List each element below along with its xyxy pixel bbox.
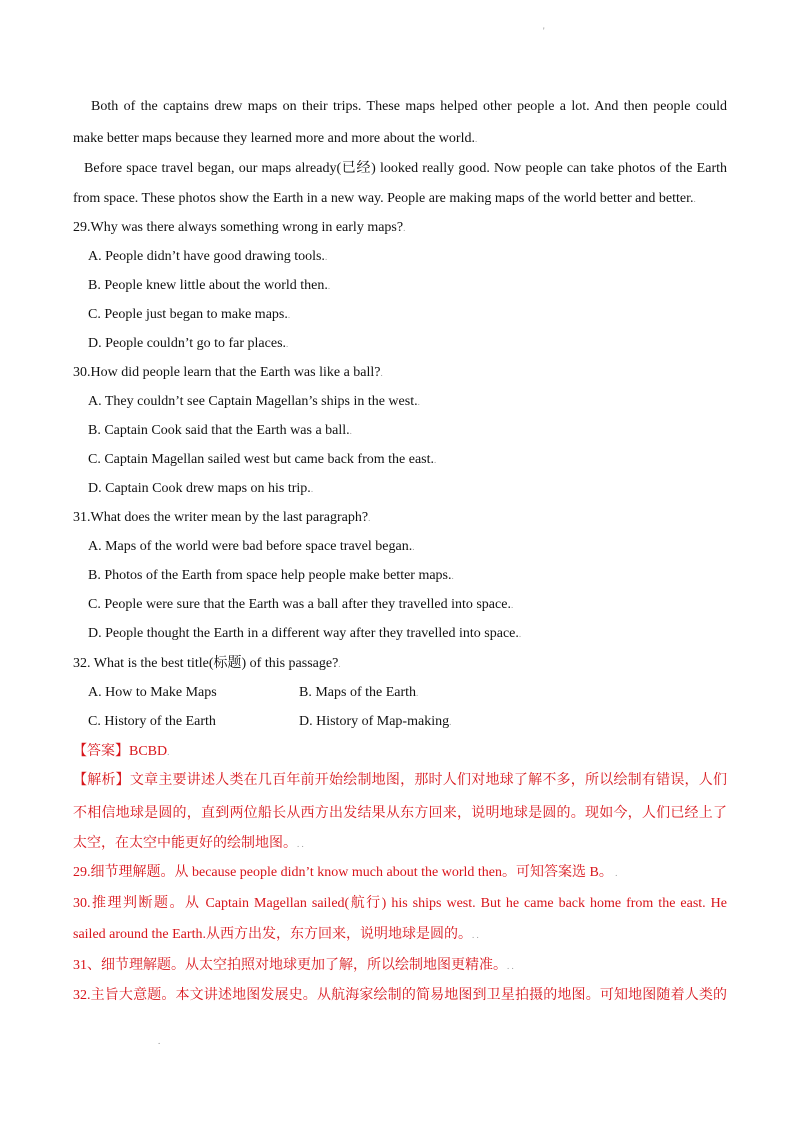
question-29-option-a: A. People didn’t have good drawing tools..	[88, 249, 328, 264]
question-32-option-c: C. History of the Earth	[88, 714, 216, 729]
analysis-q32: 32.主旨大意题。本文讲述地图发展史。从航海家绘制的简易地图到卫星拍摄的地图。可知地图随着人类的	[73, 988, 727, 1003]
question-30-option-c: C. Captain Magellan sailed west but came back from the east..	[88, 452, 437, 467]
analysis-line-1: 【解析】文章主要讲述人类在几百年前开始绘制地图，那时人们对地球了解不多，所以绘制有错误，人们	[73, 773, 727, 788]
question-32-option-b: B. Maps of the Earth.	[299, 685, 419, 700]
answer-label: 【答案】BCBD.	[73, 744, 170, 759]
question-29-option-d: D. People couldn’t go to far places..	[88, 336, 289, 351]
bottom-mark: .	[158, 1036, 161, 1046]
question-30-option-b: B. Captain Cook said that the Earth was a ball..	[88, 423, 352, 438]
passage-p1-line2: make better maps because they learned more and more about the world..	[73, 131, 478, 146]
question-32-stem: 32. What is the best title(标题) of this passage?.	[73, 656, 341, 671]
analysis-q29: 29.细节理解题。从 because people didn’t know much about the world then。可知答案选 B。 .	[73, 865, 618, 880]
analysis-q30-line1: 30.推理判断题。从 Captain Magellan sailed(航行) his ships west. But he came back home from the east. He	[73, 896, 727, 911]
question-29-option-b: B. People knew little about the world then..	[88, 278, 331, 293]
question-30-option-a: A. They couldn’t see Captain Magellan’s ships in the west..	[88, 394, 420, 409]
analysis-line-2: 不相信地球是圆的，直到两位船长从西方出发结果从东方回来，说明地球是圆的。现如今，人们已经上了	[73, 806, 727, 821]
question-32-option-a: A. How to Make Maps	[88, 685, 217, 700]
question-31-option-c: C. People were sure that the Earth was a ball after they travelled into space..	[88, 597, 514, 612]
passage-p2-line2: from space. These photos show the Earth in a new way. People are making maps of the world better and better..	[73, 191, 696, 206]
question-30-stem: 30.How did people learn that the Earth was like a ball?.	[73, 365, 383, 380]
question-29-option-c: C. People just began to make maps..	[88, 307, 291, 322]
top-mark: '	[543, 26, 545, 36]
analysis-q30-line2: sailed around the Earth.从西方出发，东方回来，说明地球是圆的。. .	[73, 927, 479, 942]
question-31-option-d: D. People thought the Earth in a different way after they travelled into space..	[88, 626, 522, 641]
passage-p1-line1: Both of the captains drew maps on their trips. These maps helped other people a lot. And then people could	[91, 99, 727, 114]
passage-p2-line1: Before space travel began, our maps already(已经) looked really good. Now people can take photos of the Earth	[84, 161, 727, 176]
question-31-option-a: A. Maps of the world were bad before space travel began..	[88, 539, 415, 554]
question-31-option-b: B. Photos of the Earth from space help people make better maps..	[88, 568, 454, 583]
analysis-line-3: 太空，在太空中能更好的绘制地图。. .	[73, 836, 304, 851]
analysis-q31: 31、细节理解题。从太空拍照对地球更加了解，所以绘制地图更精准。. .	[73, 958, 514, 973]
question-29-stem: 29.Why was there always something wrong in early maps?.	[73, 220, 406, 235]
question-32-option-d: D. History of Map-making.	[299, 714, 452, 729]
question-31-stem: 31.What does the writer mean by the last paragraph?.	[73, 510, 371, 525]
question-30-option-d: D. Captain Cook drew maps on his trip..	[88, 481, 314, 496]
